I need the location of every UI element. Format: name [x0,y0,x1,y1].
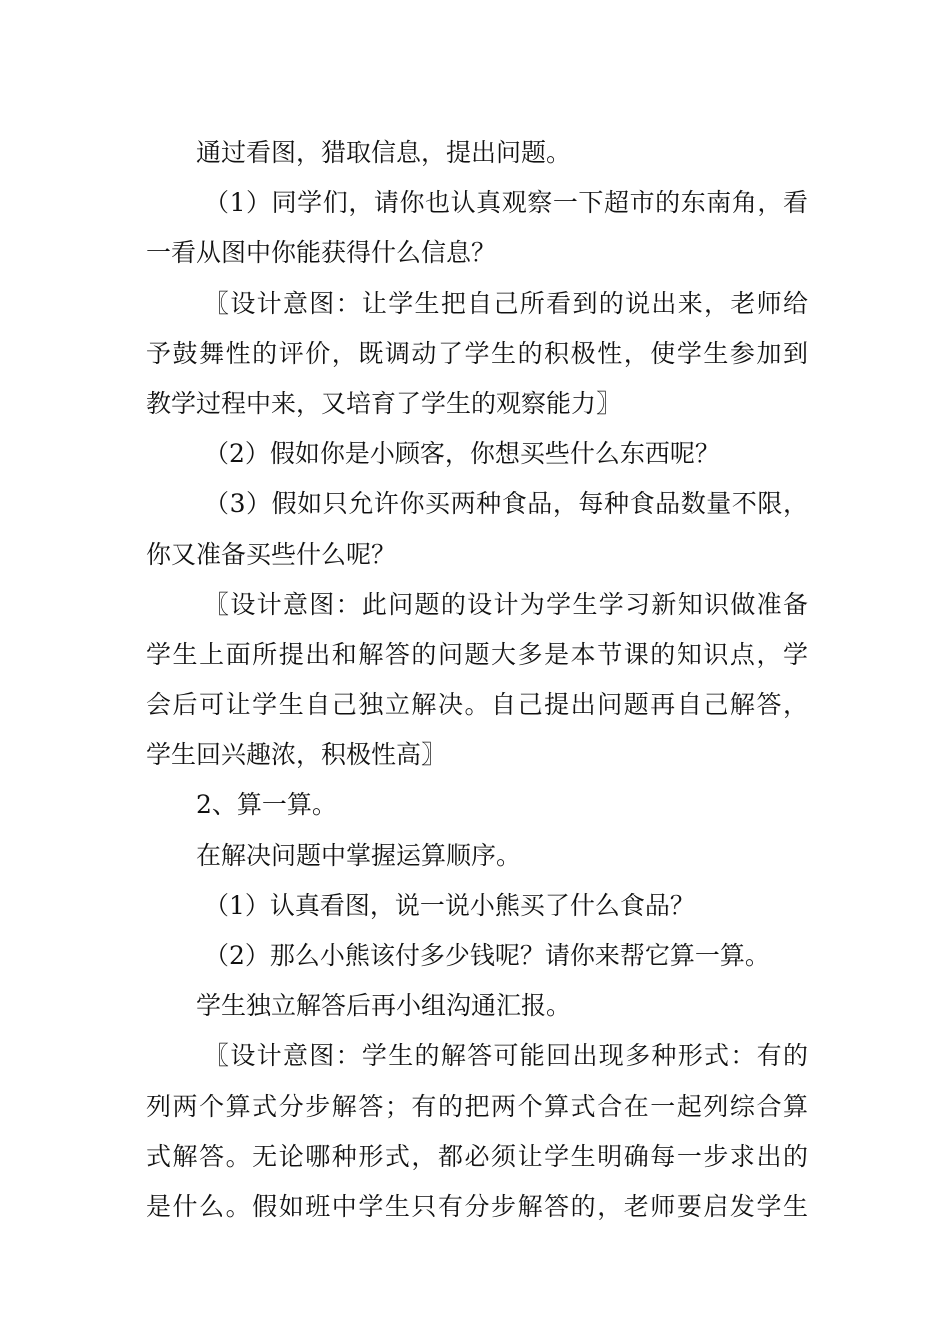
paragraph-line: 会后可让学生自己独立解决。自己提出问题再自己解答， [146,690,808,720]
paragraph-line: 式解答。无论哪种形式，都必须让学生明确每一步求出的 [146,1141,808,1171]
paragraph-line: 是什么。假如班中学生只有分步解答的，老师要启发学生 [146,1191,808,1221]
paragraph-line: 通过看图，猎取信息，提出问题。 [196,138,572,167]
paragraph-line: （1）认真看图，说一说小熊买了什么食品？ [204,890,695,920]
paragraph-line: 你又准备买些什么呢？ [146,539,397,569]
paragraph-line: 教学过程中来，又培育了学生的观察能力〗 [146,388,622,418]
paragraph-line: 〖设计意图：学生的解答可能回出现多种形式：有的 [204,1041,808,1071]
paragraph-line: 学生上面所提出和解答的问题大多是本节课的知识点，学 [146,639,808,669]
document-page [146,128,808,1232]
paragraph-line: 学生独立解答后再小组沟通汇报。 [196,991,572,1021]
paragraph-line: 2、算一算。 [196,790,337,820]
paragraph-line: （2）假如你是小顾客，你想买些什么东西呢？ [204,439,720,469]
paragraph-line: （1）同学们，请你也认真观察一下超市的东南角，看 [204,188,808,218]
paragraph-line: 列两个算式分步解答；有的把两个算式合在一起列综合算 [146,1091,808,1121]
paragraph-line: 予鼓舞性的评价，既调动了学生的积极性，使学生参加到 [146,338,808,368]
paragraph-line: 在解决问题中掌握运算顺序。 [196,840,522,870]
paragraph-line: 学生回兴趣浓，积极性高〗 [146,740,447,770]
paragraph-line: （3）假如只允许你买两种食品，每种食品数量不限， [204,489,808,519]
paragraph-line: 〖设计意图：让学生把自己所看到的说出来，老师给 [204,288,808,318]
paragraph-line: 〖设计意图：此问题的设计为学生学习新知识做准备 [204,589,808,619]
paragraph-line: （2）那么小熊该付多少钱呢？请你来帮它算一算。 [204,941,770,970]
paragraph-line: 一看从图中你能获得什么信息？ [146,238,497,268]
